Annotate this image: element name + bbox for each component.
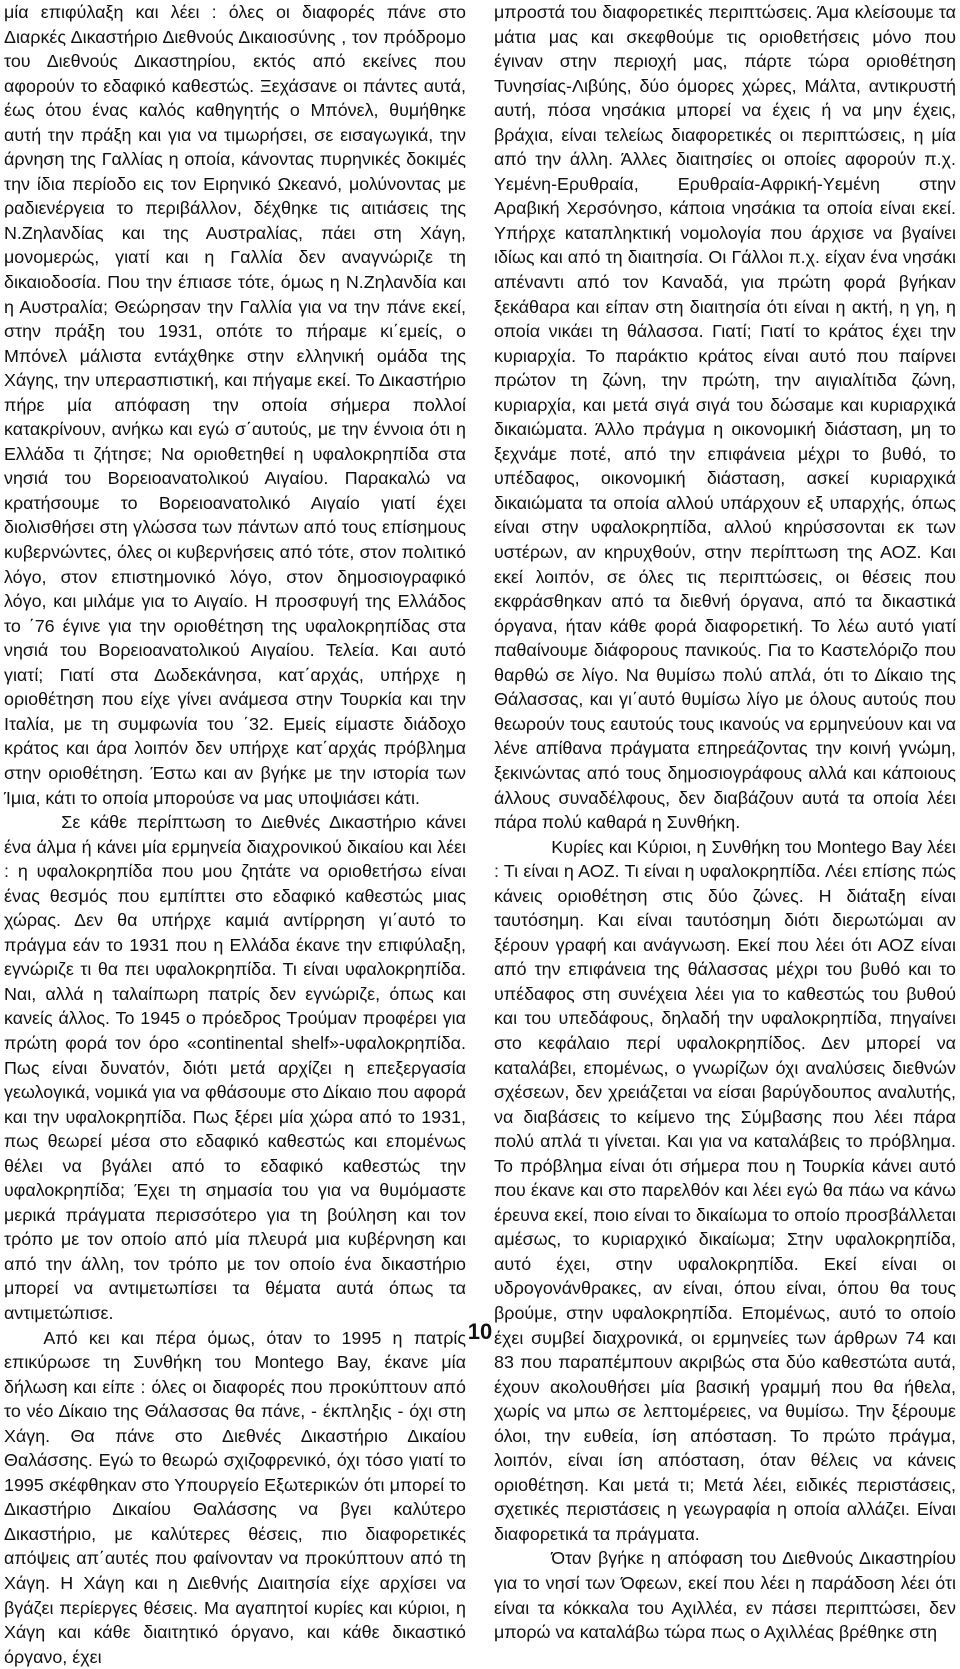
page-number: 10 [467, 1319, 493, 1344]
paragraph: μπροστά του διαφορετικές περιπτώσεις. Άμα κλείσουμε τα μάτια μας και σκεφθούμε τις οριοθετήσεις μόνο που έγιναν στην περιοχή μας, πάρτε τώρα οριοθέτηση Τυνησίας-Λιβύης, δύο όμορες χώρες, Μάλτα, αντικρυστή αυτή, πόσα νησάκια μπορεί να έχεις ή να μην έχεις, βράχια, είναι τελείως διαφορετικές οι περιπτώσεις, η μία από την άλλη. Άλλες διαιτησίες οι οποίες αφορούν π.χ. Υεμένη-Ερυθραία, Ερυθραία-Αφρική-Υεμένη στην Αραβική Χερσόνησο, κάποια νησάκια τα οποία είναι εκεί. Υπήρχε καταπληκτική νομολογία που άρχισε να βγαίνει ιδίως και από τη διαιτησία. Οι Γάλλοι π.χ. είχαν ένα νησάκι απέναντι από τον Καναδά, για πρώτη φορά βγήκαν ξεκάθαρα και είπαν στη διαιτησία ότι είναι η ακτή, η γη, η οποία νικάει τη θάλασσα. Γιατί; Γιατί το κράτος έχει την κυριαρχία. Το παράκτιο κράτος είναι αυτό που παίρνει πρώτον τη ζώνη, την πρώτη, την αιγιαλίτιδα ζώνη, κυριαρχία, και μετά σιγά σιγά του δώσαμε και κυριαρχικά δικαιώματα. Άλλο πράγμα η οικονομική διάσταση, μη το ξεχνάμε ποτέ, από την επιφάνεια μέχρι το βυθό, το υπέδαφος, οικονομική διάσταση, ασκεί κυριαρχικά δικαιώματα τα οποία αλλού υπάρχουν εξ υπαρχής, όπως είναι στην υφαλοκρηπίδα, αλλού κηρύσσονται εκ των υστέρων, αν κηρυχθούν, στην περίπτωση της ΑΟΖ. Και εκεί λοιπόν, σε όλες τις περιπτώσεις, οι θέσεις που εκφράσθηκαν από τα διεθνή όργανα, από τα δικαστικά όργανα, ήταν κάθε φορά διαφορετική. Το λέω αυτό γιατί παθαίνουμε διάφορους πανικούς. Για το Καστελόριζο που θαρθώ σε λίγο. Να θυμίσω πολύ απλά, ότι το Δίκαιο της Θάλασσας, και γι΄αυτό θυμίσω λίγο με όλους αυτούς που θεωρούν τους εαυτούς τους ικανούς να ερμηνεύουν και να λένε απίθανα πράγματα επηρεάζοντας την κοινή γνώμη, ξεκινώντας από τους δημοσιογράφους αλλά και κάποιους άλλους συναδέλφους, δεν διαβάζουν αυτά τα οποία λέει πάρα πολύ καθαρά η Συνθήκη. [494, 2, 956, 833]
paragraph: Όταν βγήκε η απόφαση του Διεθνούς Δικαστηρίου για το νησί των Όφεων, εκεί που λέει η παράδοση λέει ότι είναι τα κόκκαλα του Αχιλλέα, εν πάσει περιπτώσει, δεν μπορώ να καταλάβω τώρα πως ο Αχιλλέας βρέθηκε στη [494, 1548, 956, 1643]
paragraph: Κυρίες και Κύριοι, η Συνθήκη του Montego Bay λέει : Τι είναι η ΑΟΖ. Τι είναι η υφαλοκρηπίδα. Λέει επίσης πώς κάνεις οριοθέτηση στις δύο ζώνες. Η διάταξη είναι ταυτόσημη. Και είναι ταυτόσημη διότι διερωτώμαι αν ξέρουν γραφή και ανάγνωση. Εκεί που λέει ότι ΑΟΖ είναι από την επιφάνεια της θάλασσας μέχρι του βυθό και το υπέδαφος στη συνέχεια λέει για το καθεστώς του βυθού και του υπεδάφους, δηλαδή την υφαλοκρηπίδα, πηγαίνει στο κεφάλαιο περί υφαλοκρηπίδος. Δεν μπορεί να καταλάβει, επομένως, ο γνωρίζων όχι αναλύσεις διεθνών σχέσεων, δεν χρειάζεται να είσαι βαρύγδουπος αναλυτής, να διαβάσεις το κείμενο της Σύμβασης που λέει πάρα πολύ απλά τι γίνεται. Και για να καταλάβεις το πρόβλημα. Το πρόβλημα είναι ότι σήμερα που η Τουρκία κάνει αυτό που έκανε και στο παρελθόν και λέει εγώ θα πάω να κάνω έρευνα εκεί, ποιο είναι το δικαίωμα το οποίο προσβάλλεται αμέσως, το κυριαρχικό δικαίωμα; Στην υφαλοκρηπίδα, αυτό έχει, στην υφαλοκρηπίδα. Εκεί είναι οι υδρογονάνθρακες, αν είναι, όπου είναι, όπου θα τους βρούμε, στην υφαλοκρηπίδα. Επομένως, αυτό το οποίο έχει συμβεί διαχρονικά, οι ερμηνείες των άρθρων 74 και 83 που παραπέμπουν ακριβώς στα δύο καθεστώτα αυτά, έχουν ακολουθήσει μία βασική γραμμή που θα ήθελα, χωρίς να μπω σε λεπτομέρειες, να θυμίσω. Την ξέρουμε όλοι, την ευθεία, ίση απόσταση. Το πρώτο πράγμα, λοιπόν, είναι ίση απόσταση, όταν θέλεις να κάνεις οριοθέτηση. Και μετά τι; Μετά λέει, ειδικές περιστάσεις, σχετικές περιστάσεις η γεωγραφία η οποία αλλάζει. Είναι διαφορετικά τα πράγματα. [494, 836, 956, 1544]
left-column [4, 0, 466, 1667]
paragraph: μία επιφύλαξη και λέει : όλες οι διαφορές πάνε στο Διαρκές Δικαστήριο Διεθνούς Δικαιοσύνης , τον πρόδρομο του Διεθνούς Δικαστηρίου, εκτός από εκείνες που αφορούν το εδαφικό καθεστώς. Ξεχάσανε οι πάντες αυτά, έως ότου ένας καλός καθηγητής ο Μπόνελ, θυμήθηκε αυτή την πράξη και για να τιμωρήσει, σε εισαγωγικά, την άρνηση της Γαλλίας η οποία, κάνοντας πυρηνικές δοκιμές την ίδια περίοδο εις τον Ειρηνικό Ωκεανό, μολύνοντας με ραδιενέργεια το περιβάλλον, δέχθηκε τις αιτιάσεις της Ν.Ζηλανδίας και της Αυστραλίας, πάει στη Χάγη, μονομερώς, γιατί και η Γαλλία δεν αναγνώριζε τη δικαιοδοσία. Που την έπιασε τότε, όμως η Ν.Ζηλανδία και η Αυστραλία; Θεώρησαν την Γαλλία για να την πάνε εκεί, στην πράξη του 1931, οπότε το πήραμε κι΄εμείς, ο Μπόνελ μάλιστα εντάχθηκε στην ελληνική ομάδα της Χάγης, την υπερασπιστική, και πήγαμε εκεί. Το Δικαστήριο πήρε μία απόφαση την οποία σήμερα πολλοί κατακρίνουν, ανήκω και εγώ σ΄αυτούς, με την έννοια ότι η Ελλάδα τι ζήτησε; Να οριοθετηθεί η υφαλοκρηπίδα στα νησιά του Βορειοανατολικού Αιγαίου. Παρακαλώ να κρατήσουμε το Βορειοανατολικό Αιγαίο γιατί έχει διολισθήσει στη γλώσσα των πάντων από τους επίσημους κυβερνώντες, όλες οι κυβερνήσεις από τότε, στον πολιτικό λόγο, στον επιστημονικό λόγο, στον δημοσιογραφικό λόγο, και μιλάμε για το Αιγαίο. Η προσφυγή της Ελλάδος το ΄76 έγινε για την οριοθέτηση της υφαλοκρηπίδας στα νησιά του Βορειοανατολικού Αιγαίου. Τελεία. Και αυτό γιατί; Γιατί στα Δωδεκάνησα, κατ΄αρχάς, υπήρχε η οριοθέτηση που είχε γίνει ανάμεσα στην Τουρκία και την Ιταλία, με τη συμφωνία του ΄32. Εμείς είμαστε διάδοχο κράτος και άρα λοιπόν δεν υπήρχε κατ΄αρχάς πρόβλημα στην οριοθέτηση. Έστω και αν βγήκε με την ιστορία των Ίμια, κάτι το οποία μπορούσε να μας υποψιάσει κάτι. [4, 2, 466, 808]
paragraph: Από κει και πέρα όμως, όταν το 1995 η πατρίς επικύρωσε τη Συνθήκη του Montego Bay, έκανε μία δήλωση και είπε : όλες οι διαφορές που προκύπτουν από το νέο Δίκαιο της Θάλασσας θα πάνε, - έκπληξις - όχι στη Χάγη. Θα πάνε στο Διεθνές Δικαστήριο Δικαίου Θαλάσσης. Εγώ το θεωρώ σχιζοφρενικό, όχι τόσο γιατί το 1995 σκέφθηκαν στο Υπουργείο Εξωτερικών ότι μπορεί το Δικαστήριο Δικαίου Θαλάσσης να βγει καλύτερο Δικαστήριο, με καλύτερες θέσεις, πιο διαφορετικές απόψεις απ΄αυτές που φαίνονταν να προκύπτουν από τη Χάγη. Η Χάγη και η Διεθνής Διαιτησία είχε αρχίσει να βγάζει περίεργες θέσεις. Μα αγαπητοί κυρίες και κύριοι, η Χάγη και κάθε διαιτητικό όργανο, και κάθε δικαστικό όργανο, έχει [4, 1327, 466, 1667]
paragraph: Σε κάθε περίπτωση το Διεθνές Δικαστήριο κάνει ένα άλμα ή κάνει μία ερμηνεία διαχρονικού δικαίου και λέει : η υφαλοκρηπίδα που μου ζητάτε να οριοθετήσω είναι ένας θεσμός που εμπίπτει στο εδαφικό καθεστώς μιας χώρας. Δεν θα υπήρχε καμιά αντίρρηση γι΄αυτό το πράγμα εάν το 1931 που η Ελλάδα έκανε την επιφύλαξη, εγνώριζε τι θα πει υφαλοκρηπίδα. Τι είναι υφαλοκρηπίδα. Ναι, αλλά η ταλαίπωρη πατρίς δεν εγνώριζε, όπως και κανείς άλλος. Το 1945 ο πρόεδρος Τρούμαν προφέρει για πρώτη φορά τον όρο «continental shelf»-υφαλοκρηπίδα. Πως είναι δυνατόν, διότι μετά αρχίζει η επεξεργασία γεωλογικά, νομικά για να φθάσουμε στο Δίκαιο που αφορά και την υφαλοκρηπίδα. Πως ξέρει μία χώρα από το 1931, πως θεωρεί μέσα στο εδαφικό καθεστώς και επομένως θέλει να βγάλει από το εδαφικό καθεστώς την υφαλοκρηπίδα; Έχει τη σημασία του για να θυμόμαστε μερικά πράγματα περισσότερο για τη βούληση και τον τρόπο με τον οποίο από μία πλευρά μια κυβέρνηση και από την άλλη, τον τρόπο με τον οποίο ένα δικαστήριο μπορεί να αντιμετωπίσει τα θέματα αυτά όπως τα αντιμετώπισε. [4, 812, 466, 1323]
right-column [494, 0, 956, 1643]
